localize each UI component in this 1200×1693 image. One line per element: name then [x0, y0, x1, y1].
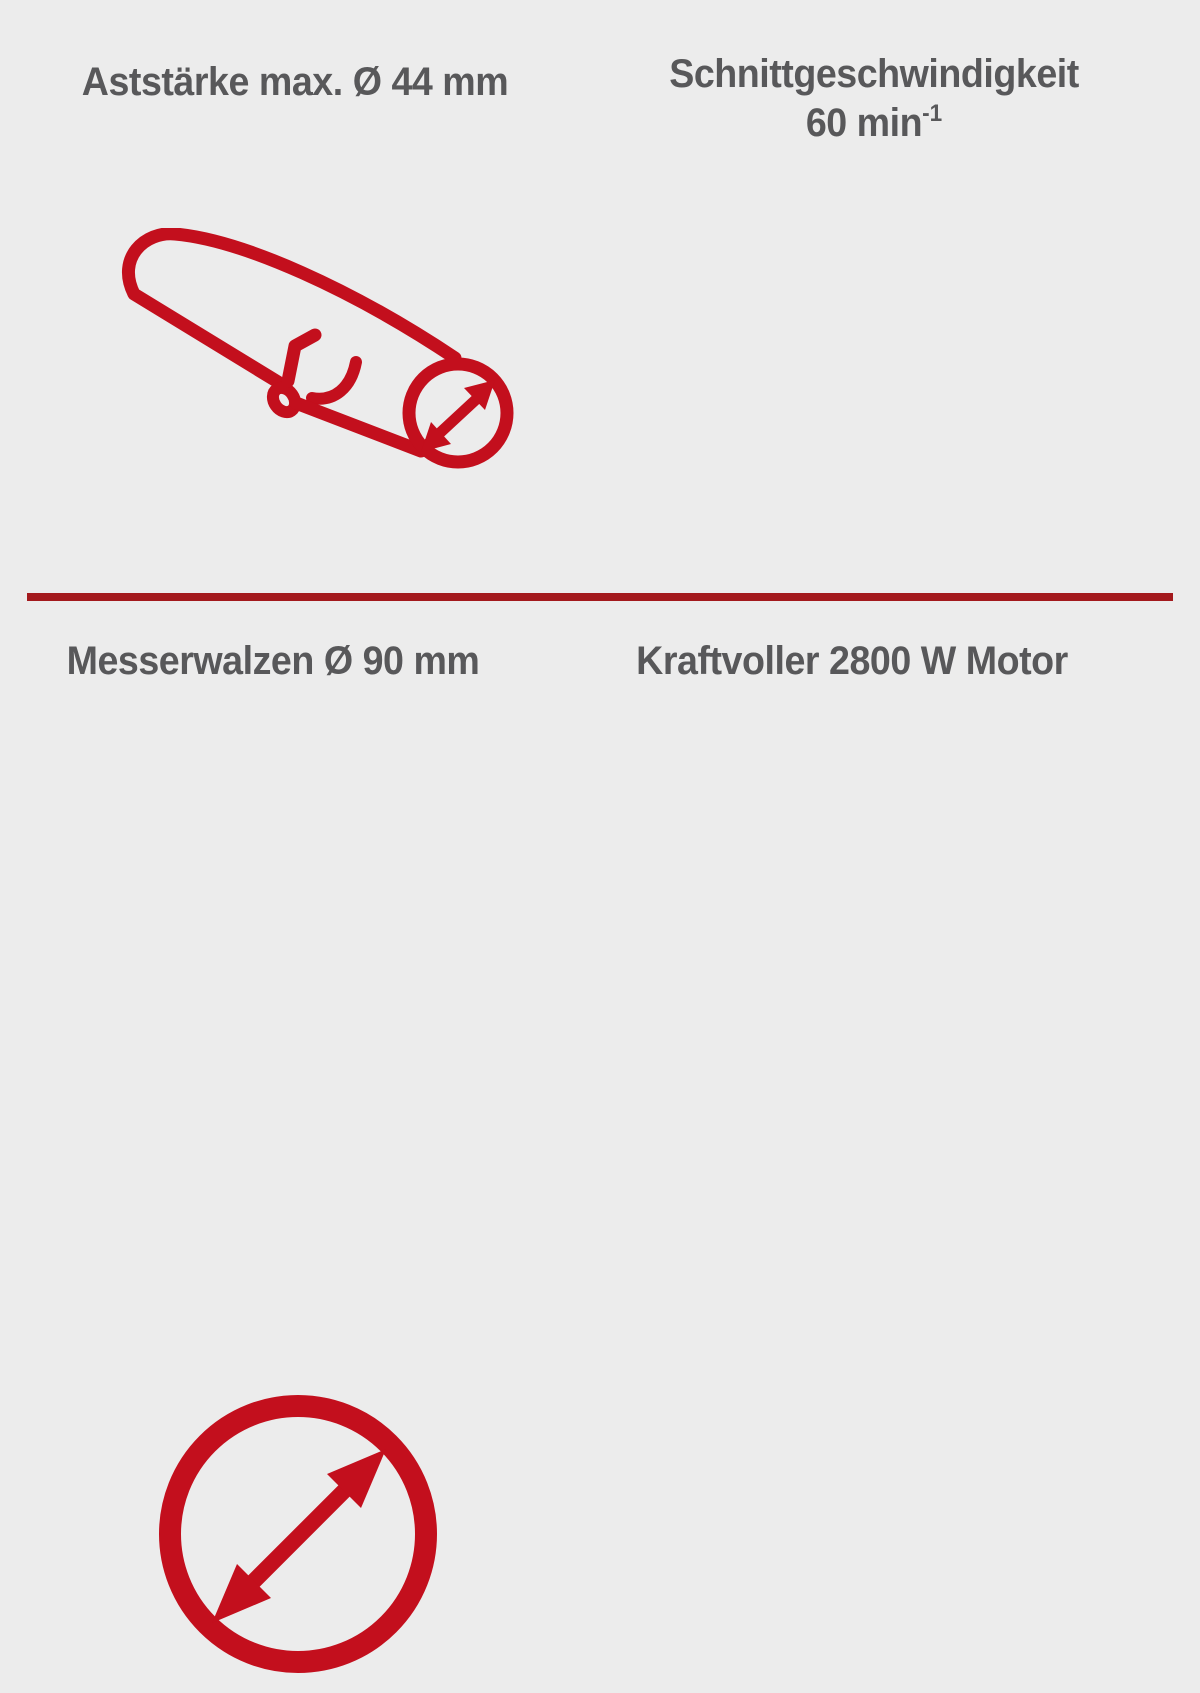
roller-diameter-arrow-shaft	[248, 1485, 350, 1587]
branch-stub	[288, 335, 315, 381]
feature-title-cutting-speed	[592, 0, 1156, 153]
roller-diameter-icon	[148, 1384, 448, 1684]
feature-branch-capacity	[0, 0, 600, 595]
feature-motor	[600, 603, 1200, 1200]
branch-bottom-edge	[296, 403, 421, 451]
section-divider	[27, 593, 1173, 601]
feature-title-motor: Kraftvoller 2800 W Motor	[636, 639, 1068, 683]
feature-title-branch-capacity: Aststärke max. Ø 44 mm	[81, 60, 509, 104]
feature-blade-roller	[0, 603, 600, 1200]
cutting-speed-value: 60 min	[805, 101, 923, 145]
cutting-speed-unit-exponent: -1	[922, 100, 943, 127]
branch-diameter-icon	[118, 228, 518, 478]
feature-cutting-speed	[600, 0, 1200, 595]
branch-curl	[312, 362, 356, 399]
feature-title-blade-roller: Messerwalzen Ø 90 mm	[66, 639, 480, 683]
cutting-speed-label: Schnittgeschwindigkeit	[669, 52, 1079, 96]
